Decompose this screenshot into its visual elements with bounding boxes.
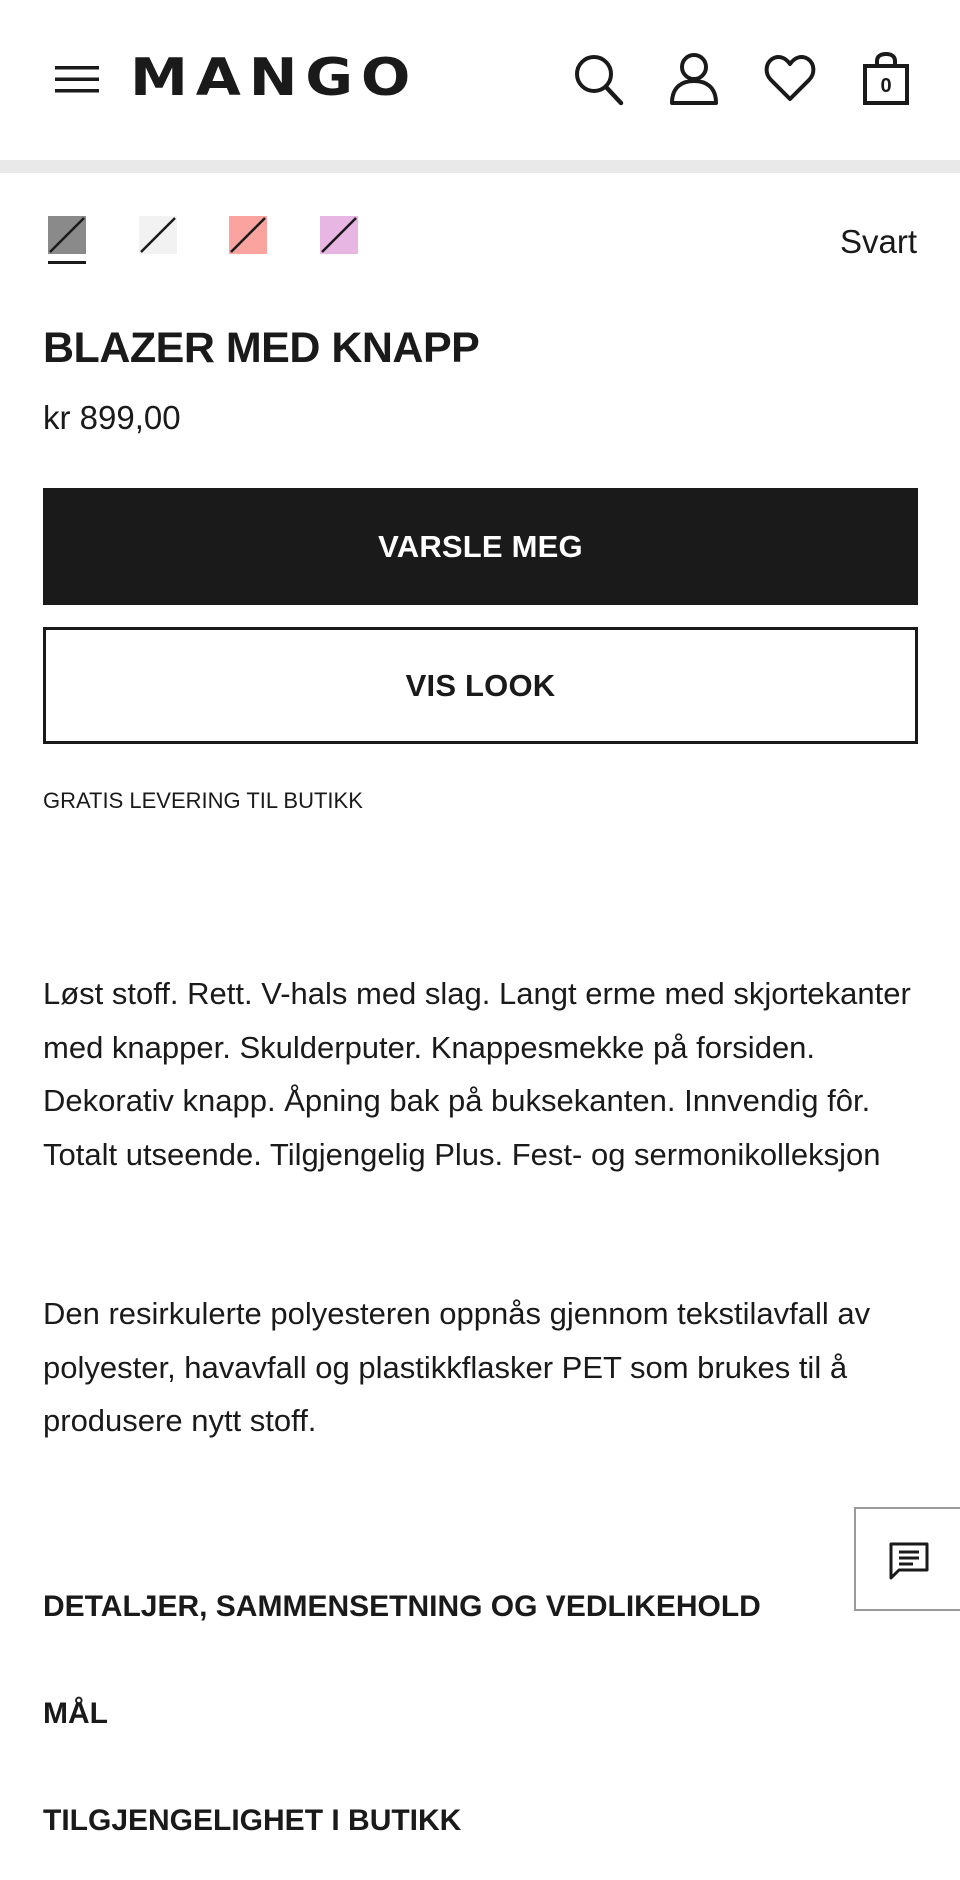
header-divider (0, 160, 960, 173)
color-swatch[interactable] (320, 216, 358, 254)
brand-logo[interactable]: MANGO (130, 48, 419, 108)
menu-icon[interactable] (55, 62, 99, 96)
sustainability-note: Den resirkulerte polyesteren oppnås gjennom tekstilavfall av polyester, havavfall og plastikkflasker PET som brukes til å produsere nytt stoff. (43, 1296, 871, 1438)
chat-button[interactable] (854, 1507, 960, 1611)
view-look-button[interactable]: VIS LOOK (43, 627, 918, 744)
free-delivery-note: GRATIS LEVERING TIL BUTIKK (43, 788, 363, 813)
product-price: kr 899,00 (43, 399, 181, 436)
color-swatch[interactable] (229, 216, 267, 254)
selected-color-name: Svart (839, 223, 917, 260)
selected-swatch-indicator (48, 261, 86, 264)
bag-count: 0 (880, 75, 892, 97)
notify-me-button[interactable]: VARSLE MEG (43, 488, 918, 605)
site-header (0, 0, 960, 160)
color-swatch[interactable] (48, 216, 86, 254)
product-description: Løst stoff. Rett. V-hals med slag. Langt erme med skjortekanter med knapper. Skulderputer. Knappesmekke på forsiden. Dekorativ knapp. Åpning bak på buksekanten. Innvendig fôr. Totalt utseende. Tilgjengelig Plus. Fest- og sermonikolleksjon (43, 976, 911, 1172)
account-icon[interactable] (668, 52, 720, 106)
color-swatch[interactable] (139, 216, 177, 254)
size-accordion[interactable]: MÅL (43, 1697, 108, 1730)
shopping-bag-icon[interactable] (860, 52, 912, 106)
chat-icon (889, 1542, 929, 1580)
search-icon[interactable] (572, 52, 624, 106)
product-title: BLAZER MED KNAPP (43, 324, 480, 372)
wishlist-heart-icon[interactable] (764, 52, 816, 106)
details-accordion[interactable]: DETALJER, SAMMENSETNING OG VEDLIKEHOLD (43, 1590, 761, 1623)
store-availability-accordion[interactable]: TILGJENGELIGHET I BUTIKK (43, 1804, 462, 1837)
